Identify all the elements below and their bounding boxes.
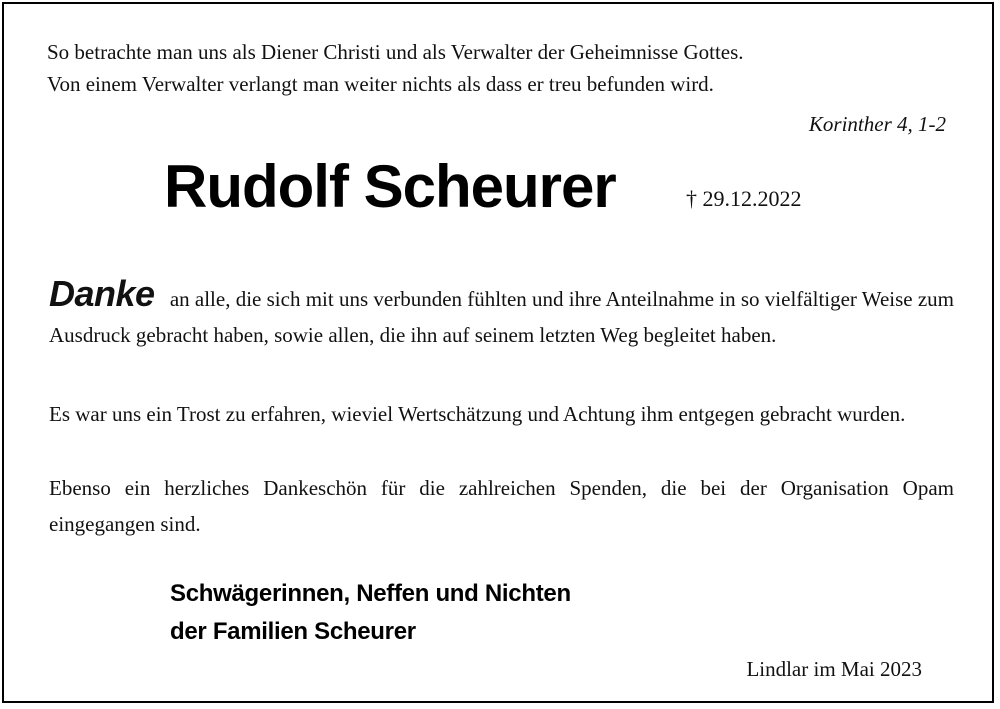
- bible-verse: [47, 36, 967, 100]
- danke-heading: Danke: [49, 273, 155, 314]
- verse-line-1: So betrachte man uns als Diener Christi und als Verwalter der Geheimnisse Gottes.: [47, 40, 744, 64]
- deceased-name: Rudolf Scheurer: [164, 153, 616, 220]
- verse-reference: Korinther 4, 1-2: [808, 112, 946, 136]
- signature-line-1: Schwägerinnen, Neffen und Nichten: [170, 580, 571, 607]
- verse-line-2: Von einem Verwalter verlangt man weiter nichts als dass er treu befunden wird.: [47, 72, 714, 96]
- thanks-paragraph-1-text: an alle, die sich mit uns verbunden fühlten und ihre Anteilnahme in so vielfältiger Weise zum Ausdruck gebracht haben, sowie allen, die ihn auf seinem letzten Weg begleitet haben.: [49, 287, 954, 347]
- family-signature: [170, 575, 571, 651]
- thanks-paragraph-2: Es war uns ein Trost zu erfahren, wieviel Wertschätzung und Achtung ihm entgegen gebracht wurden.: [49, 402, 906, 426]
- thanks-paragraph-1: [49, 273, 954, 353]
- signature-line-2: der Familien Scheurer: [170, 618, 416, 645]
- death-date: † 29.12.2022: [686, 186, 802, 211]
- place-and-date: Lindlar im Mai 2023: [746, 657, 922, 681]
- thanks-paragraph-3: Ebenso ein herzliches Dankeschön für die zahlreichen Spenden, die bei der Organisation Opam eingegangen sind.: [49, 476, 954, 536]
- obituary-notice: [2, 2, 994, 703]
